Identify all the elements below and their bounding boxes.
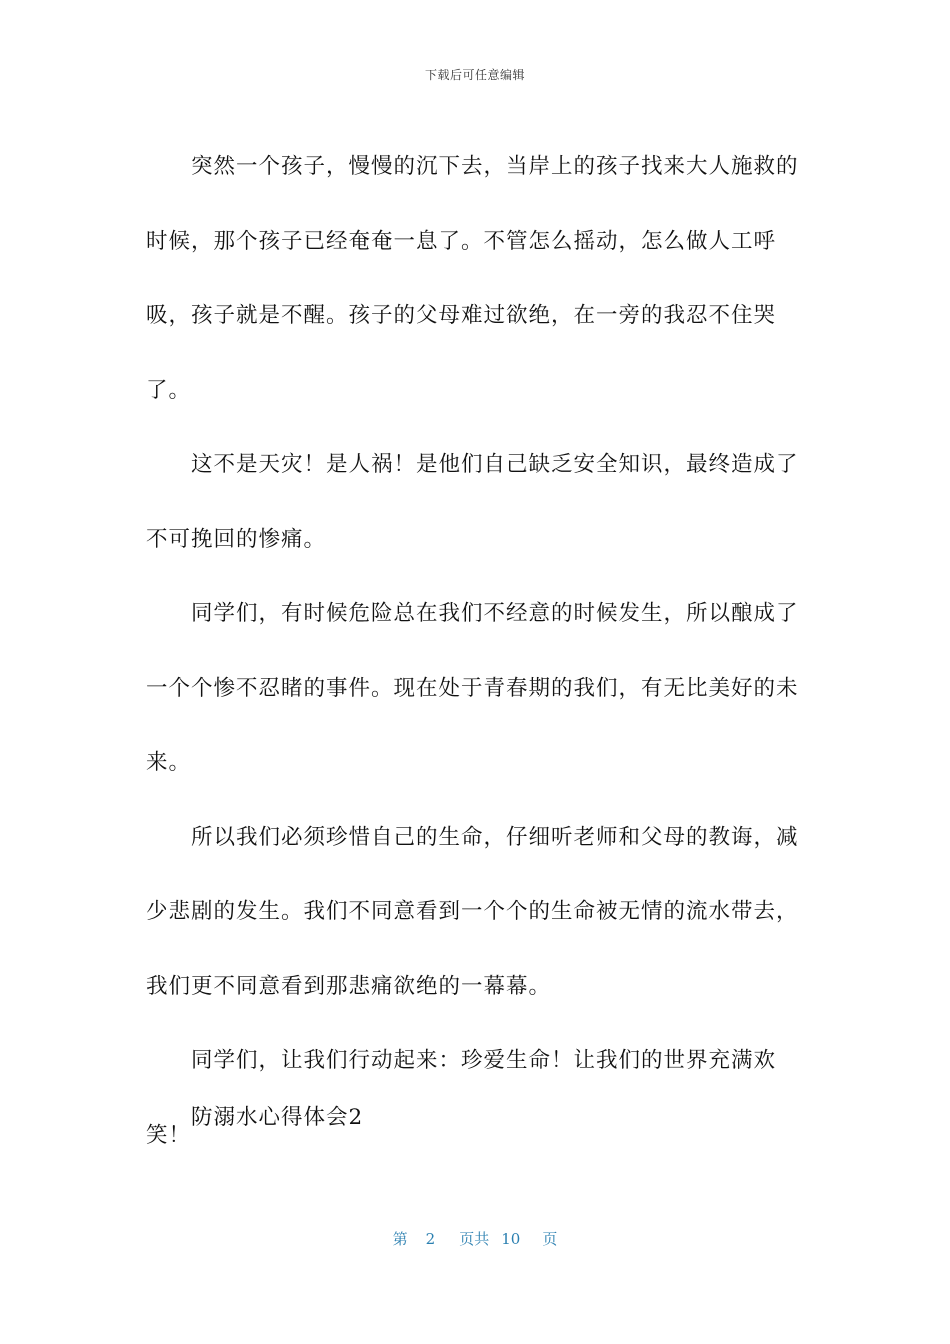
page-footer — [0, 1228, 950, 1249]
paragraph: 这不是天灾！是人祸！是他们自己缺乏安全知识，最终造成了不可挽回的惨痛。 — [146, 452, 799, 552]
section-title: 防溺水心得体会2 — [191, 1105, 364, 1130]
page-mid: 页共 — [459, 1230, 490, 1248]
page-number: 2 — [425, 1230, 436, 1248]
page-suffix: 页 — [542, 1230, 558, 1248]
paragraph: 突然一个孩子，慢慢的沉下去，当岸上的孩子找来大人施救的时候，那个孩子已经奄奄一息了。不管怎么摇动，怎么做人工呼吸，孩子就是不醒。孩子的父母难过欲绝，在一旁的我忍不住哭了。 — [146, 154, 799, 403]
body-text — [146, 130, 811, 1173]
total-pages: 10 — [501, 1230, 521, 1248]
paragraph: 所以我们必须珍惜自己的生命，仔细听老师和父母的教诲，减少悲剧的发生。我们不同意看到一个个的生命被无情的流水带去，我们更不同意看到那悲痛欲绝的一幕幕。 — [146, 824, 799, 999]
paragraph: 同学们，让我们行动起来：珍爱生命！让我们的世界充满欢笑！ — [146, 1048, 777, 1148]
header-note: 下载后可任意编辑 — [424, 68, 525, 82]
page-prefix: 第 — [392, 1230, 408, 1248]
paragraph: 同学们，有时候危险总在我们不经意的时候发生，所以酿成了一个个惨不忍睹的事件。现在处于青春期的我们，有无比美好的未来。 — [146, 601, 799, 775]
